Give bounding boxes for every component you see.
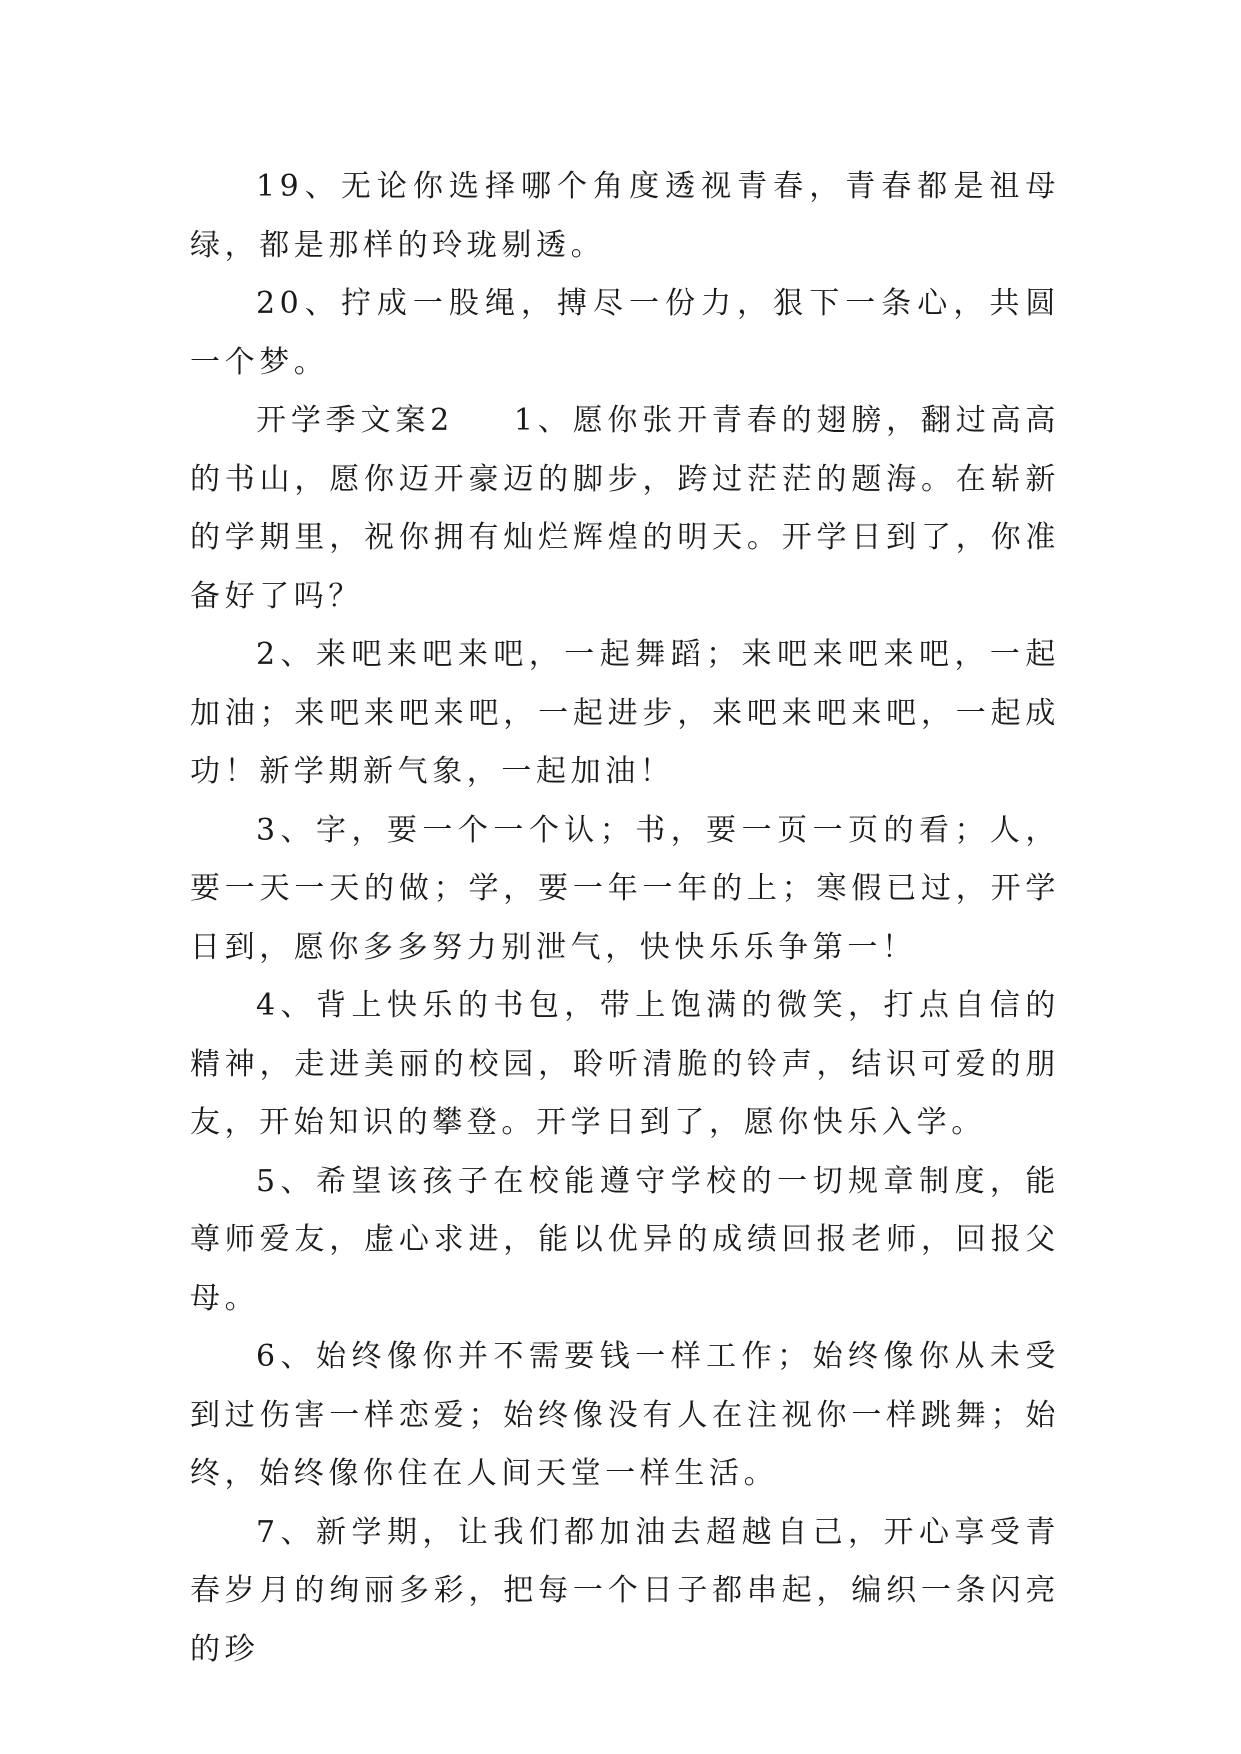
item-3: 3、字，要一个一个认；书，要一页一页的看；人，要一天一天的做；学，要一年一年的上；寒假已过，开学日到，愿你多多努力别泄气，快快乐乐争第一！ — [190, 812, 1060, 965]
item-5: 5、希望该孩子在校能遵守学校的一切规章制度，能尊师爱友，虚心求进，能以优异的成绩回报老师，回报父母。 — [190, 1163, 1060, 1316]
paragraph-19: 19、无论你选择哪个角度透视青春，青春都是祖母绿，都是那样的玲珑剔透。 — [190, 169, 1060, 263]
item-7: 7、新学期，让我们都加油去超越自己，开心享受青春岁月的绚丽多彩，把每一个日子都串起，编织一条闪亮的珍 — [190, 1514, 1060, 1667]
paragraph-20: 20、拧成一股绳，搏尽一份力，狠下一条心，共圆一个梦。 — [190, 286, 1060, 380]
document-body — [190, 158, 1060, 1679]
item-6: 6、始终像你并不需要钱一样工作；始终像你从未受到过伤害一样恋爱；始终像没有人在注视你一样跳舞；始终，始终像你住在人间天堂一样生活。 — [190, 1339, 1060, 1491]
section-paragraph — [190, 392, 1060, 626]
section-title: 开学季文案2 — [256, 403, 454, 438]
section-item-1: 1、愿你张开青春的翅膀，翻过高高的书山，愿你迈开豪迈的脚步，跨过茫茫的题海。在崭新的学期里，祝你拥有灿烂辉煌的明天。开学日到了，你准备好了吗？ — [190, 403, 1060, 614]
item-2: 2、来吧来吧来吧，一起舞蹈；来吧来吧来吧，一起加油；来吧来吧来吧，一起进步，来吧来吧来吧，一起成功！新学期新气象，一起加油！ — [190, 637, 1060, 789]
item-4: 4、背上快乐的书包，带上饱满的微笑，打点自信的精神，走进美丽的校园，聆听清脆的铃声，结识可爱的朋友，开始知识的攀登。开学日到了，愿你快乐入学。 — [190, 988, 1060, 1140]
